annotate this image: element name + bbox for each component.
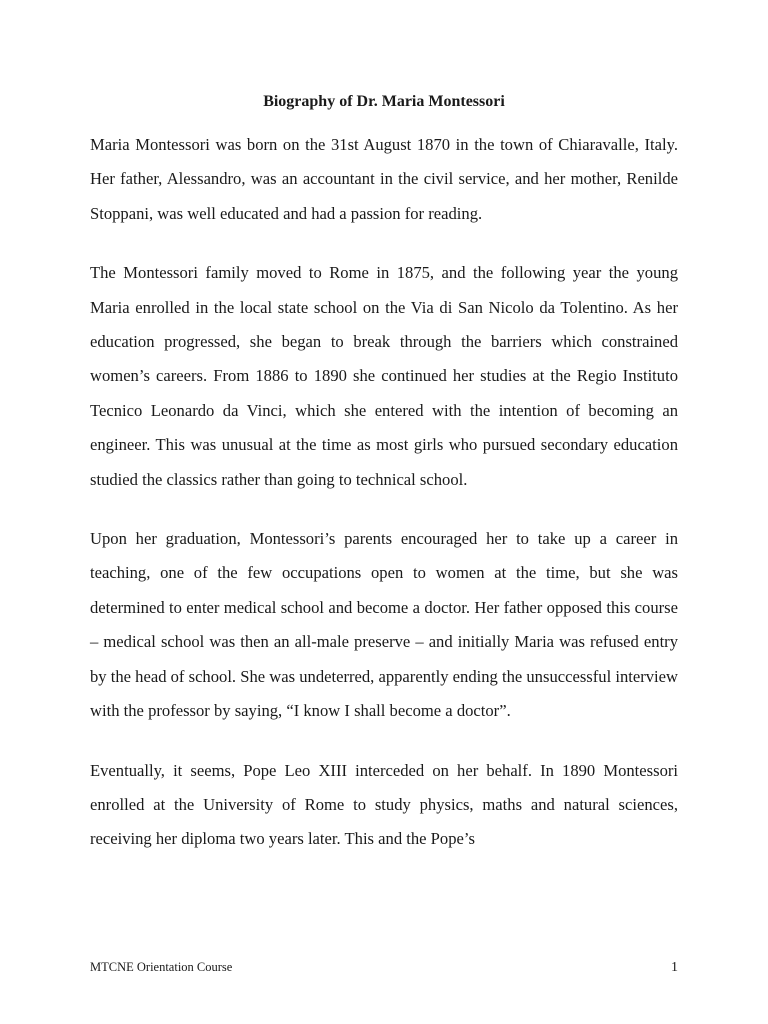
page-footer	[90, 960, 678, 980]
paragraph-education: The Montessori family moved to Rome in 1875, and the following year the young Maria enrolled in the local state school on the Via di San Nicolo da Tolentino. As her education progressed, she began to break through the barriers which constrained women’s careers. From 1886 to 1890 she continued her studies at the Regio Instituto Tecnico Leonardo da Vinci, which she entered with the intention of becoming an engineer. This was unusual at the time as most girls who pursued secondary education studied the classics rather than going to technical school.	[90, 263, 678, 489]
paragraph-early-life: Maria Montessori was born on the 31st August 1870 in the town of Chiaravalle, Italy. Her father, Alessandro, was an accountant in the civil service, and her mother, Renilde Stoppani, was well educated and had a passion for reading.	[90, 135, 678, 223]
document-body	[90, 128, 678, 882]
document-title: Biography of Dr. Maria Montessori	[263, 93, 505, 110]
footer-course-name: MTCNE Orientation Course	[90, 960, 233, 974]
paragraph-university: Eventually, it seems, Pope Leo XIII interceded on her behalf. In 1890 Montessori enrolled at the University of Rome to study physics, maths and natural sciences, receiving her diploma two years later. This and the Pope’s	[90, 760, 678, 849]
paragraph-medical-school: Upon her graduation, Montessori’s parents encouraged her to take up a career in teaching, one of the few occupations open to women at the time, but she was determined to enter medical school and become a doctor. Her father opposed this course – medical school was then an all-male preserve – and initially Maria was refused entry by the head of school. She was undeterred, apparently ending the unsuccessful interview with the professor by saying, “I know I shall become a doctor”.	[90, 529, 678, 721]
footer-page-number: 1	[671, 960, 678, 975]
